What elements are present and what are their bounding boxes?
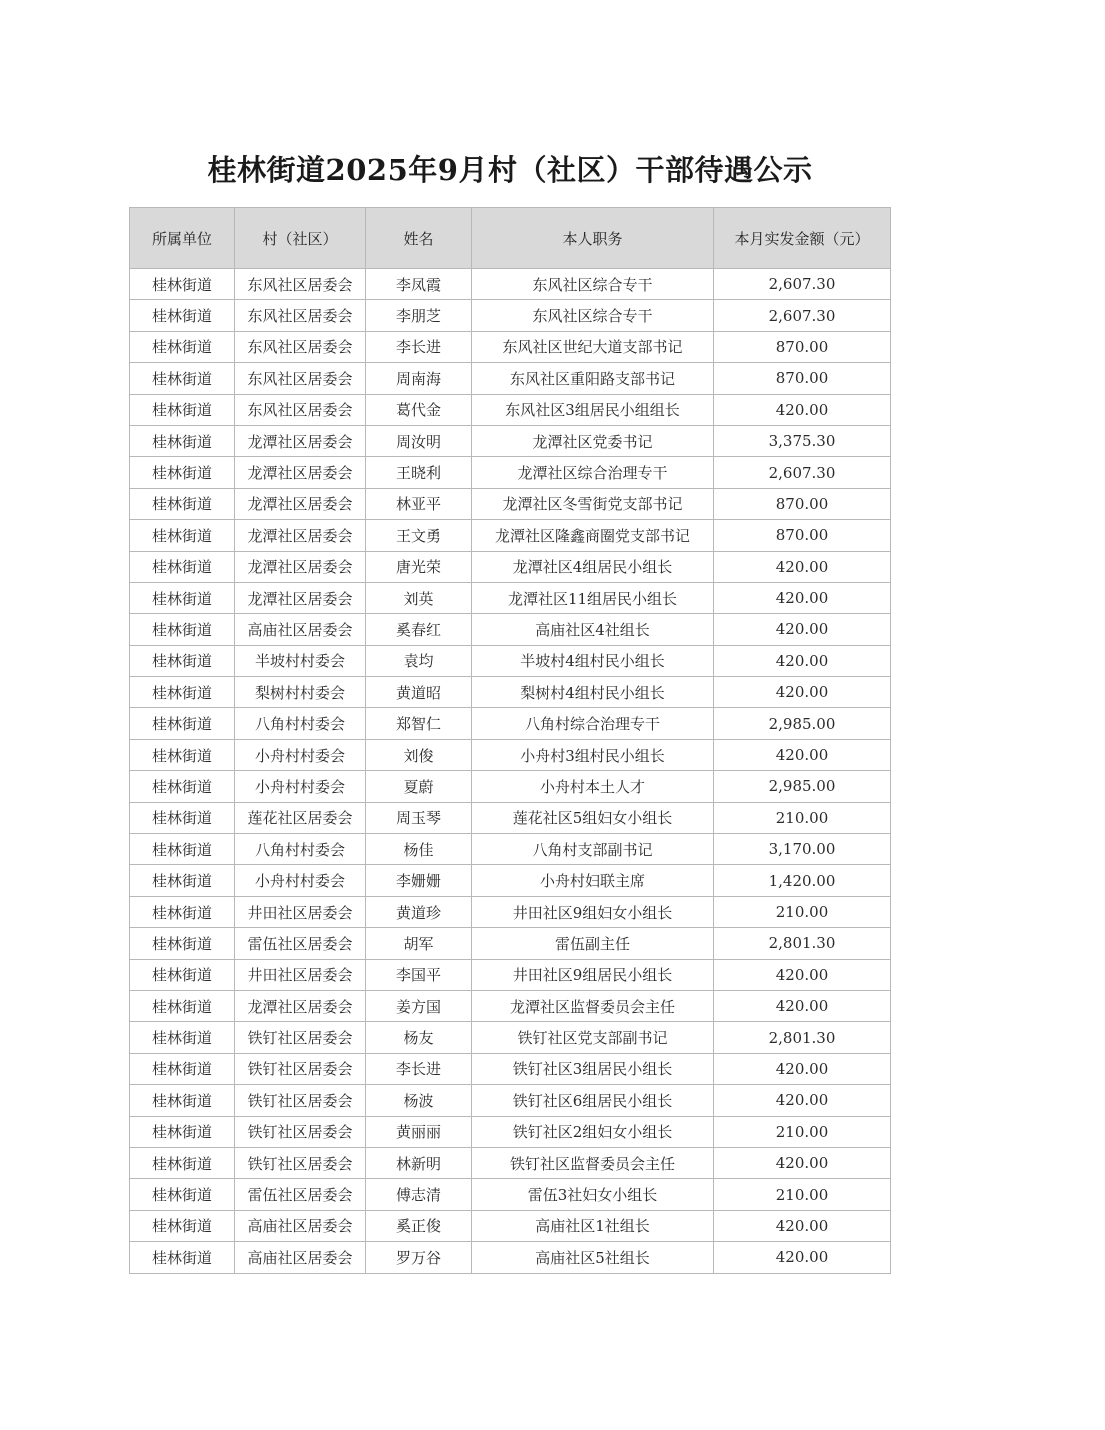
cell-amount: 420.00 [714, 582, 891, 613]
cell-position: 梨树村4组村民小组长 [472, 677, 714, 708]
table-row [130, 269, 891, 300]
cell-position: 高庙社区4社组长 [472, 614, 714, 645]
cell-amount: 420.00 [714, 551, 891, 582]
cell-village-community: 龙潭社区居委会 [235, 520, 366, 551]
cell-amount: 2,801.30 [714, 928, 891, 959]
table-header-row [130, 208, 891, 269]
table-row [130, 739, 891, 770]
cell-amount: 420.00 [714, 990, 891, 1021]
cell-position: 雷伍副主任 [472, 928, 714, 959]
table-row [130, 834, 891, 865]
cell-unit: 桂林街道 [130, 896, 235, 927]
cell-amount: 2,985.00 [714, 771, 891, 802]
cell-village-community: 龙潭社区居委会 [235, 582, 366, 613]
cell-village-community: 东风社区居委会 [235, 394, 366, 425]
cell-position: 东风社区3组居民小组组长 [472, 394, 714, 425]
table-row [130, 865, 891, 896]
cell-unit: 桂林街道 [130, 300, 235, 331]
cell-position: 龙潭社区综合治理专干 [472, 457, 714, 488]
cell-name: 黄道昭 [366, 677, 472, 708]
cell-name: 李朋芝 [366, 300, 472, 331]
cell-name: 王文勇 [366, 520, 472, 551]
table-row [130, 1210, 891, 1241]
cell-name: 林亚平 [366, 488, 472, 519]
cell-village-community: 梨树村村委会 [235, 677, 366, 708]
cell-amount: 3,375.30 [714, 425, 891, 456]
cell-name: 葛代金 [366, 394, 472, 425]
table-body [130, 269, 891, 1274]
table-row [130, 300, 891, 331]
cell-position: 铁钉社区3组居民小组长 [472, 1053, 714, 1084]
cell-name: 杨佳 [366, 834, 472, 865]
cell-amount: 870.00 [714, 488, 891, 519]
table-row [130, 1242, 891, 1273]
cell-amount: 2,607.30 [714, 457, 891, 488]
cell-village-community: 东风社区居委会 [235, 300, 366, 331]
cell-name: 郑智仁 [366, 708, 472, 739]
cell-unit: 桂林街道 [130, 582, 235, 613]
cell-position: 东风社区世纪大道支部书记 [472, 331, 714, 362]
cell-unit: 桂林街道 [130, 1242, 235, 1273]
cell-position: 井田社区9组居民小组长 [472, 959, 714, 990]
cell-unit: 桂林街道 [130, 1179, 235, 1210]
cell-name: 夏蔚 [366, 771, 472, 802]
cell-unit: 桂林街道 [130, 520, 235, 551]
cell-position: 雷伍3社妇女小组长 [472, 1179, 714, 1210]
cell-village-community: 莲花社区居委会 [235, 802, 366, 833]
cell-amount: 870.00 [714, 331, 891, 362]
cell-unit: 桂林街道 [130, 865, 235, 896]
cell-amount: 420.00 [714, 394, 891, 425]
cell-unit: 桂林街道 [130, 677, 235, 708]
table-row [130, 708, 891, 739]
cell-unit: 桂林街道 [130, 1085, 235, 1116]
table-row [130, 645, 891, 676]
cell-position: 铁钉社区2组妇女小组长 [472, 1116, 714, 1147]
cell-position: 井田社区9组妇女小组长 [472, 896, 714, 927]
cell-amount: 420.00 [714, 1242, 891, 1273]
header-amount: 本月实发金额（元） [714, 208, 891, 269]
cell-amount: 210.00 [714, 896, 891, 927]
cell-unit: 桂林街道 [130, 1053, 235, 1084]
cell-name: 奚春红 [366, 614, 472, 645]
cell-village-community: 高庙社区居委会 [235, 1210, 366, 1241]
cadre-payment-table [129, 207, 891, 1274]
cell-amount: 210.00 [714, 1179, 891, 1210]
cell-village-community: 铁钉社区居委会 [235, 1053, 366, 1084]
cell-unit: 桂林街道 [130, 269, 235, 300]
cell-unit: 桂林街道 [130, 708, 235, 739]
cell-name: 杨波 [366, 1085, 472, 1116]
cell-village-community: 高庙社区居委会 [235, 1242, 366, 1273]
cell-position: 龙潭社区隆鑫商圈党支部书记 [472, 520, 714, 551]
table-row [130, 425, 891, 456]
cell-position: 高庙社区5社组长 [472, 1242, 714, 1273]
cell-amount: 1,420.00 [714, 865, 891, 896]
cell-amount: 2,801.30 [714, 1022, 891, 1053]
cell-name: 周南海 [366, 363, 472, 394]
cell-village-community: 井田社区居委会 [235, 896, 366, 927]
cell-name: 黄丽丽 [366, 1116, 472, 1147]
table-row [130, 1147, 891, 1178]
table-row [130, 677, 891, 708]
cell-village-community: 东风社区居委会 [235, 363, 366, 394]
cell-village-community: 龙潭社区居委会 [235, 990, 366, 1021]
cell-name: 李长进 [366, 1053, 472, 1084]
cell-name: 王晓利 [366, 457, 472, 488]
table-row [130, 457, 891, 488]
cell-amount: 3,170.00 [714, 834, 891, 865]
cell-name: 李国平 [366, 959, 472, 990]
table-row [130, 896, 891, 927]
cell-position: 小舟村妇联主席 [472, 865, 714, 896]
cell-amount: 420.00 [714, 614, 891, 645]
table-row [130, 990, 891, 1021]
cell-unit: 桂林街道 [130, 739, 235, 770]
cell-unit: 桂林街道 [130, 488, 235, 519]
table-row [130, 520, 891, 551]
header-unit: 所属单位 [130, 208, 235, 269]
cell-name: 罗万谷 [366, 1242, 472, 1273]
cell-unit: 桂林街道 [130, 457, 235, 488]
cell-village-community: 铁钉社区居委会 [235, 1085, 366, 1116]
cell-amount: 2,985.00 [714, 708, 891, 739]
table-row [130, 488, 891, 519]
cell-position: 东风社区综合专干 [472, 269, 714, 300]
cell-position: 东风社区综合专干 [472, 300, 714, 331]
table-row [130, 802, 891, 833]
cell-position: 八角村综合治理专干 [472, 708, 714, 739]
cell-village-community: 井田社区居委会 [235, 959, 366, 990]
cell-position: 龙潭社区监督委员会主任 [472, 990, 714, 1021]
cell-position: 小舟村3组村民小组长 [472, 739, 714, 770]
cell-amount: 870.00 [714, 363, 891, 394]
cell-position: 铁钉社区监督委员会主任 [472, 1147, 714, 1178]
cell-village-community: 龙潭社区居委会 [235, 457, 366, 488]
table-row [130, 1116, 891, 1147]
cell-village-community: 龙潭社区居委会 [235, 551, 366, 582]
cell-position: 铁钉社区6组居民小组长 [472, 1085, 714, 1116]
cell-position: 莲花社区5组妇女小组长 [472, 802, 714, 833]
cell-name: 李凤霞 [366, 269, 472, 300]
cell-position: 东风社区重阳路支部书记 [472, 363, 714, 394]
cell-unit: 桂林街道 [130, 1210, 235, 1241]
cell-name: 周玉琴 [366, 802, 472, 833]
cell-amount: 2,607.30 [714, 300, 891, 331]
cell-position: 龙潭社区4组居民小组长 [472, 551, 714, 582]
cell-name: 唐光荣 [366, 551, 472, 582]
cell-amount: 420.00 [714, 959, 891, 990]
cell-name: 刘俊 [366, 739, 472, 770]
cell-position: 半坡村4组村民小组长 [472, 645, 714, 676]
cell-unit: 桂林街道 [130, 425, 235, 456]
table-row [130, 928, 891, 959]
table-row [130, 1053, 891, 1084]
cell-village-community: 龙潭社区居委会 [235, 425, 366, 456]
cell-village-community: 东风社区居委会 [235, 269, 366, 300]
cell-position: 高庙社区1社组长 [472, 1210, 714, 1241]
cell-amount: 2,607.30 [714, 269, 891, 300]
cell-village-community: 龙潭社区居委会 [235, 488, 366, 519]
cell-position: 龙潭社区冬雪街党支部书记 [472, 488, 714, 519]
cell-village-community: 高庙社区居委会 [235, 614, 366, 645]
cell-name: 奚正俊 [366, 1210, 472, 1241]
cell-position: 铁钉社区党支部副书记 [472, 1022, 714, 1053]
cell-unit: 桂林街道 [130, 1147, 235, 1178]
cell-unit: 桂林街道 [130, 394, 235, 425]
cell-name: 胡军 [366, 928, 472, 959]
cell-amount: 420.00 [714, 1147, 891, 1178]
table-row [130, 582, 891, 613]
cell-amount: 210.00 [714, 1116, 891, 1147]
cell-village-community: 小舟村村委会 [235, 865, 366, 896]
cell-village-community: 八角村村委会 [235, 708, 366, 739]
cell-name: 李姗姗 [366, 865, 472, 896]
table-row [130, 959, 891, 990]
cell-village-community: 小舟村村委会 [235, 739, 366, 770]
cell-amount: 420.00 [714, 1085, 891, 1116]
cell-name: 傅志清 [366, 1179, 472, 1210]
cell-unit: 桂林街道 [130, 771, 235, 802]
cell-name: 刘英 [366, 582, 472, 613]
cell-amount: 210.00 [714, 802, 891, 833]
table-row [130, 394, 891, 425]
cell-unit: 桂林街道 [130, 645, 235, 676]
cell-unit: 桂林街道 [130, 1022, 235, 1053]
table-row [130, 771, 891, 802]
cell-position: 小舟村本土人才 [472, 771, 714, 802]
cell-amount: 420.00 [714, 1210, 891, 1241]
cell-name: 姜方国 [366, 990, 472, 1021]
cell-name: 李长进 [366, 331, 472, 362]
cell-name: 黄道珍 [366, 896, 472, 927]
table-row [130, 363, 891, 394]
cell-name: 袁均 [366, 645, 472, 676]
header-village-community: 村（社区） [235, 208, 366, 269]
cell-name: 杨友 [366, 1022, 472, 1053]
table-row [130, 1179, 891, 1210]
cell-name: 周汝明 [366, 425, 472, 456]
cell-village-community: 铁钉社区居委会 [235, 1022, 366, 1053]
cell-amount: 420.00 [714, 1053, 891, 1084]
cell-amount: 420.00 [714, 677, 891, 708]
cell-name: 林新明 [366, 1147, 472, 1178]
cell-village-community: 雷伍社区居委会 [235, 928, 366, 959]
table-row [130, 1085, 891, 1116]
table-row [130, 551, 891, 582]
cell-amount: 420.00 [714, 739, 891, 770]
cell-village-community: 雷伍社区居委会 [235, 1179, 366, 1210]
cell-village-community: 八角村村委会 [235, 834, 366, 865]
cell-village-community: 小舟村村委会 [235, 771, 366, 802]
cell-unit: 桂林街道 [130, 551, 235, 582]
table-row [130, 614, 891, 645]
cell-village-community: 铁钉社区居委会 [235, 1147, 366, 1178]
cell-unit: 桂林街道 [130, 834, 235, 865]
cell-unit: 桂林街道 [130, 363, 235, 394]
cell-village-community: 铁钉社区居委会 [235, 1116, 366, 1147]
cell-amount: 870.00 [714, 520, 891, 551]
cell-unit: 桂林街道 [130, 990, 235, 1021]
cell-unit: 桂林街道 [130, 928, 235, 959]
cell-unit: 桂林街道 [130, 1116, 235, 1147]
header-name: 姓名 [366, 208, 472, 269]
cell-unit: 桂林街道 [130, 959, 235, 990]
cell-village-community: 东风社区居委会 [235, 331, 366, 362]
page-title: 桂林街道2025年9月村（社区）干部待遇公示 [207, 153, 813, 187]
cell-unit: 桂林街道 [130, 802, 235, 833]
cell-unit: 桂林街道 [130, 614, 235, 645]
cell-unit: 桂林街道 [130, 331, 235, 362]
table-row [130, 331, 891, 362]
cell-position: 八角村支部副书记 [472, 834, 714, 865]
cell-village-community: 半坡村村委会 [235, 645, 366, 676]
cell-amount: 420.00 [714, 645, 891, 676]
cell-position: 龙潭社区党委书记 [472, 425, 714, 456]
cell-position: 龙潭社区11组居民小组长 [472, 582, 714, 613]
header-position: 本人职务 [472, 208, 714, 269]
table-row [130, 1022, 891, 1053]
